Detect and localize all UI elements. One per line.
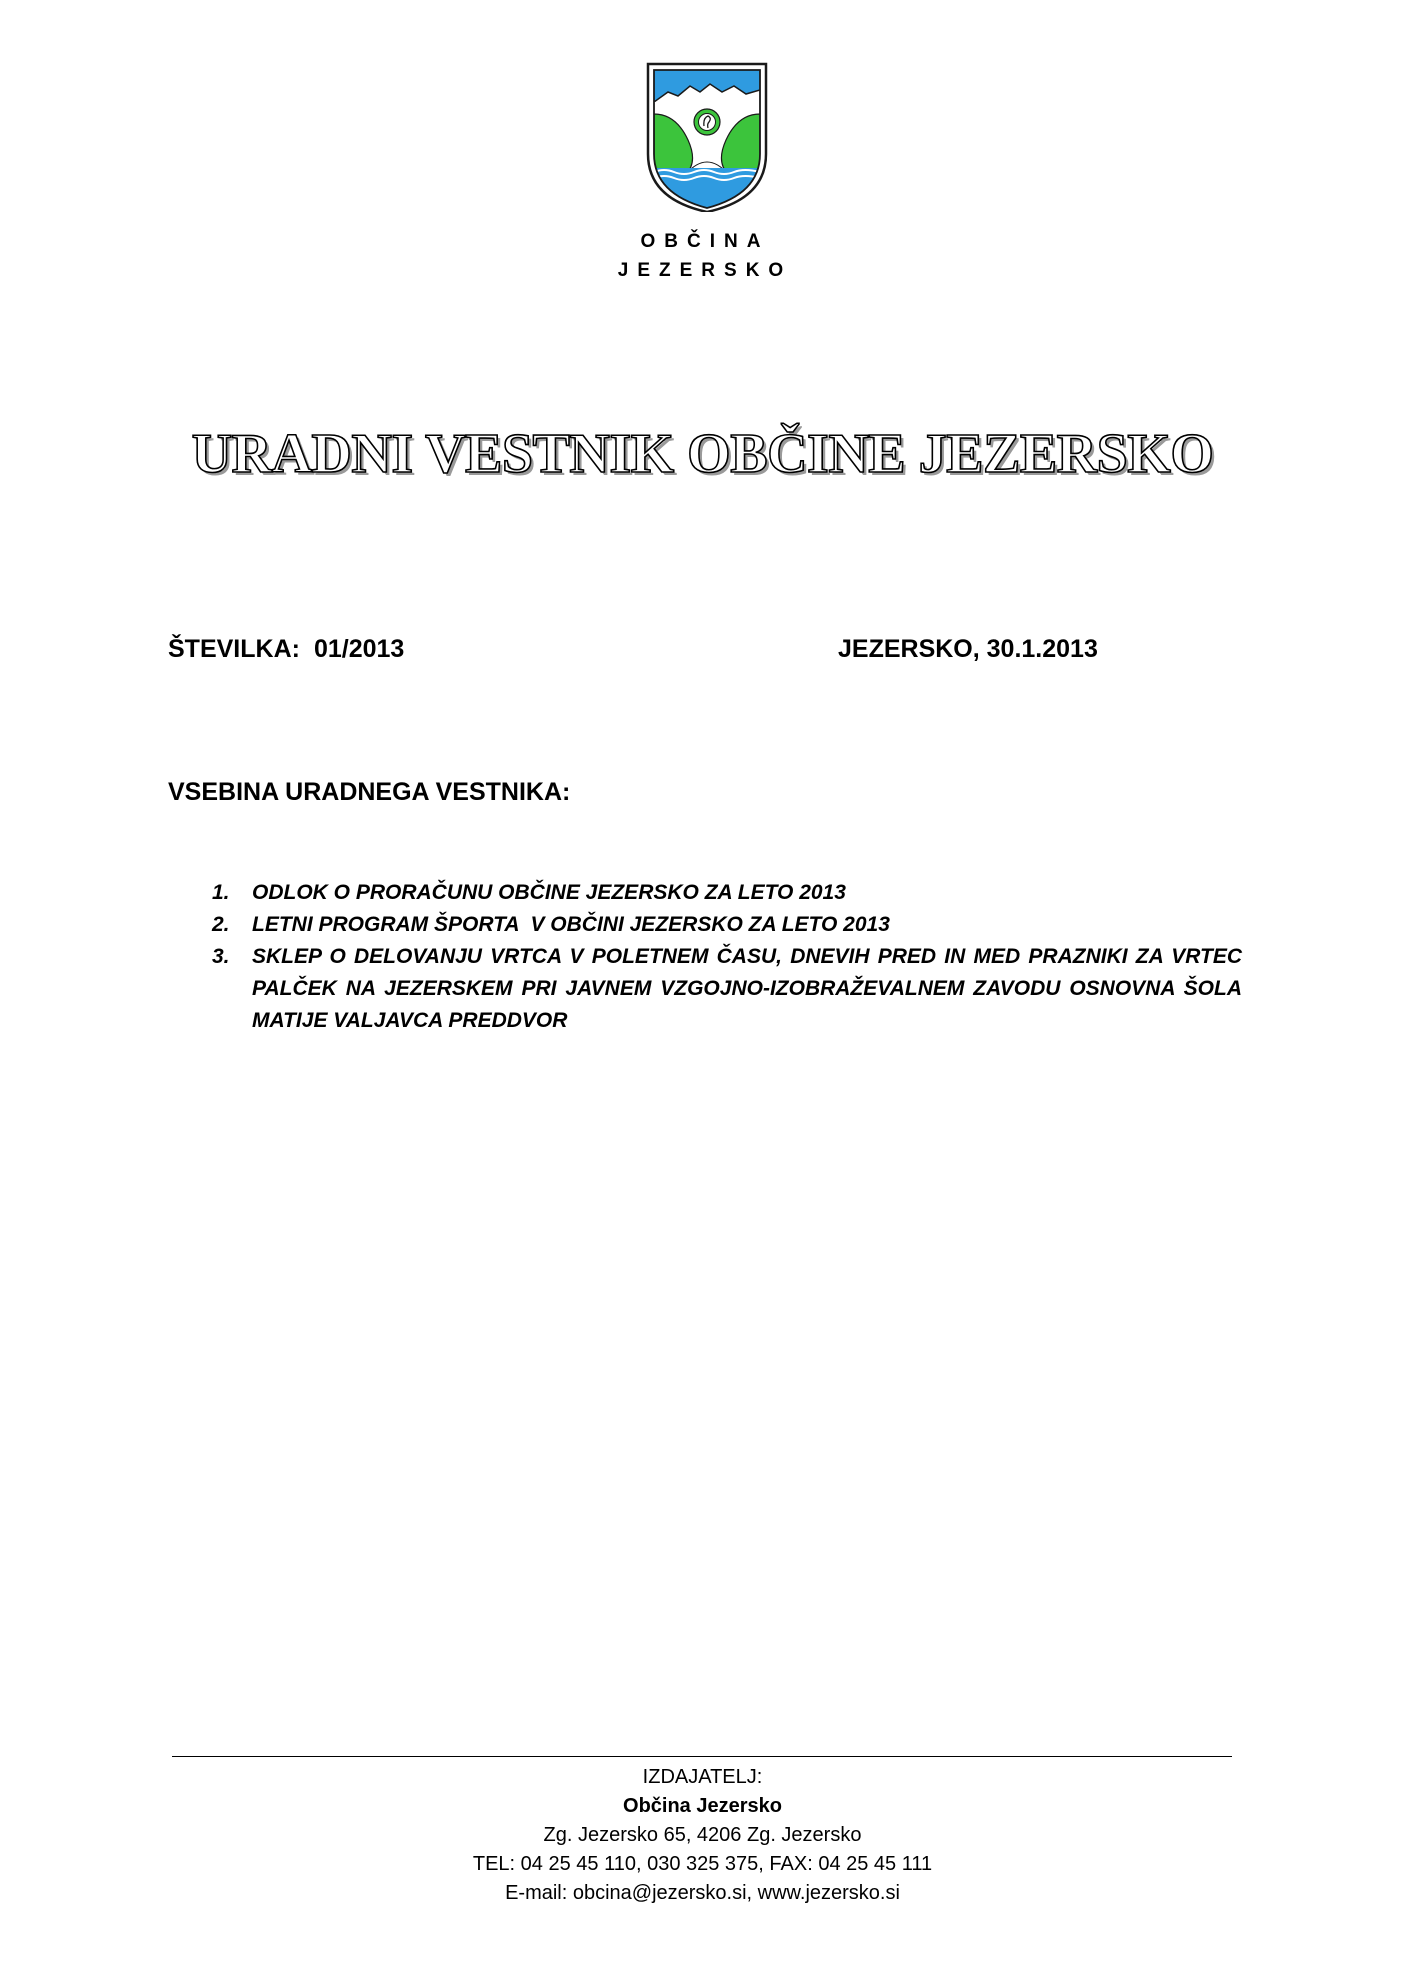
list-item [212, 877, 1242, 909]
issue-value: 01/2013 [313, 635, 405, 663]
publisher-label: IZDAJATELJ: [642, 1766, 763, 1788]
issue-label: ŠTEVILKA: [168, 635, 300, 663]
document-title: URADNI VESTNIK OBČINE JEZERSKO [191, 423, 1214, 485]
contents-list [212, 877, 1242, 1037]
publisher-phones: TEL: 04 25 45 110, 030 325 375, FAX: 04 25 45 111 [472, 1853, 933, 1875]
list-item-text: LETNI PROGRAM ŠPORTA V OBČINI JEZERSKO ZA LETO 2013 [252, 913, 890, 936]
list-item-number: 1. [212, 881, 230, 904]
publisher-name: Občina Jezersko [623, 1795, 782, 1817]
issue-number [168, 635, 404, 664]
municipality-name-line2: JEZERSKO [617, 260, 793, 281]
list-item-text: ODLOK O PRORAČUNU OBČINE JEZERSKO ZA LETO 2013 [252, 881, 846, 904]
footer-divider [172, 1756, 1232, 1757]
list-item-number: 3. [212, 945, 230, 968]
publisher-contact: E-mail: obcina@jezersko.si, www.jezersko.si [505, 1882, 900, 1904]
place-and-date: JEZERSKO, 30.1.2013 [838, 635, 1098, 663]
municipal-coat-of-arms-icon [646, 62, 768, 212]
contents-heading: VSEBINA URADNEGA VESTNIKA: [168, 778, 571, 806]
municipality-name-line1: OBČINA [640, 231, 770, 252]
list-item-text: SKLEP O DELOVANJU VRTCA V POLETNEM ČASU, DNEVIH PRED IN MED PRAZNIKI ZA VRTEC PALČEK NA JEZERSKEM PRI JAVNEM VZGOJNO-IZOBRAŽEVALNEM ZAVODU OSNOVNA ŠOLA MATIJE VALJAVCA PREDDVOR [252, 945, 1242, 1032]
list-item-number: 2. [212, 913, 230, 936]
publisher-address: Zg. Jezersko 65, 4206 Zg. Jezersko [543, 1824, 862, 1846]
list-item [212, 909, 1242, 941]
list-item [212, 941, 1242, 1037]
